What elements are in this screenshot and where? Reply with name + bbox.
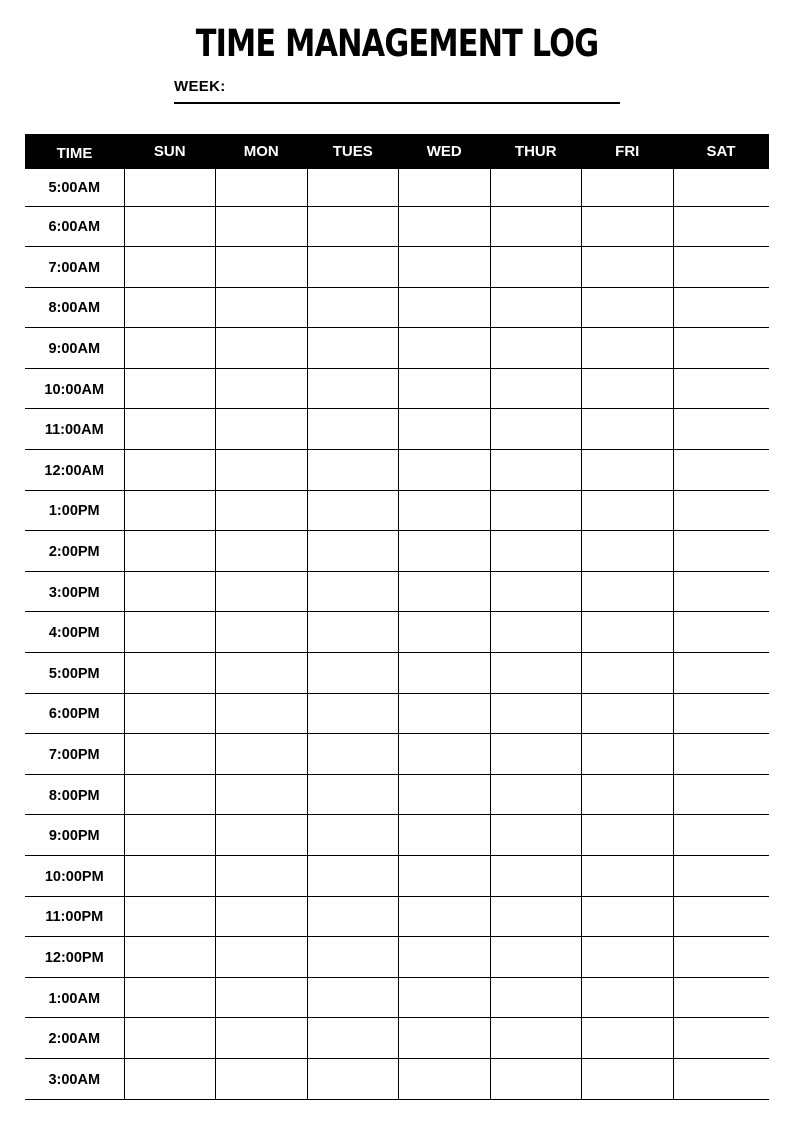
entry-cell-fri[interactable] (582, 977, 674, 1018)
entry-cell-mon[interactable] (216, 206, 308, 247)
entry-cell-sun[interactable] (124, 896, 216, 937)
entry-cell-wed[interactable] (399, 328, 491, 369)
time-slot-label: 9:00AM (25, 328, 124, 369)
entry-cell-mon[interactable] (216, 247, 308, 288)
entry-cell-mon[interactable] (216, 409, 308, 450)
entry-cell-thur[interactable] (490, 1018, 582, 1059)
entry-cell-tues[interactable] (307, 531, 399, 572)
entry-cell-sat[interactable] (673, 856, 769, 897)
table-row (25, 815, 769, 856)
page-title: TIME MANAGEMENT LOG (195, 22, 599, 65)
entry-cell-tues[interactable] (307, 612, 399, 653)
entry-cell-thur[interactable] (490, 490, 582, 531)
table-row (25, 774, 769, 815)
table-row (25, 169, 769, 206)
entry-cell-tues[interactable] (307, 490, 399, 531)
entry-cell-sun[interactable] (124, 977, 216, 1018)
week-field[interactable] (174, 76, 620, 104)
entry-cell-thur[interactable] (490, 169, 582, 206)
entry-cell-mon[interactable] (216, 856, 308, 897)
table-row (25, 206, 769, 247)
table-header (25, 134, 769, 169)
entry-cell-sat[interactable] (673, 169, 769, 206)
time-slot-label: 7:00AM (25, 247, 124, 288)
entry-cell-sun[interactable] (124, 815, 216, 856)
entry-cell-fri[interactable] (582, 287, 674, 328)
entry-cell-tues[interactable] (307, 693, 399, 734)
entry-cell-tues[interactable] (307, 896, 399, 937)
entry-cell-thur[interactable] (490, 450, 582, 491)
entry-cell-mon[interactable] (216, 1018, 308, 1059)
time-slot-label: 3:00PM (25, 571, 124, 612)
entry-cell-tues[interactable] (307, 937, 399, 978)
entry-cell-thur[interactable] (490, 409, 582, 450)
entry-cell-tues[interactable] (307, 247, 399, 288)
entry-cell-sun[interactable] (124, 328, 216, 369)
table-row (25, 571, 769, 612)
entry-cell-fri[interactable] (582, 247, 674, 288)
entry-cell-sun[interactable] (124, 653, 216, 694)
header-row (25, 134, 769, 169)
time-slot-label: 6:00AM (25, 206, 124, 247)
entry-cell-mon[interactable] (216, 896, 308, 937)
entry-cell-sat[interactable] (673, 1058, 769, 1099)
entry-cell-sun[interactable] (124, 774, 216, 815)
table-row (25, 287, 769, 328)
entry-cell-sat[interactable] (673, 896, 769, 937)
entry-cell-wed[interactable] (399, 774, 491, 815)
entry-cell-wed[interactable] (399, 653, 491, 694)
entry-cell-fri[interactable] (582, 896, 674, 937)
table-row (25, 1018, 769, 1059)
entry-cell-thur[interactable] (490, 368, 582, 409)
entry-cell-tues[interactable] (307, 1018, 399, 1059)
entry-cell-tues[interactable] (307, 815, 399, 856)
time-slot-label: 1:00AM (25, 977, 124, 1018)
entry-cell-fri[interactable] (582, 1058, 674, 1099)
entry-cell-sat[interactable] (673, 409, 769, 450)
time-slot-label: 8:00AM (25, 287, 124, 328)
table-row (25, 247, 769, 288)
entry-cell-sun[interactable] (124, 612, 216, 653)
entry-cell-sun[interactable] (124, 693, 216, 734)
entry-cell-mon[interactable] (216, 169, 308, 206)
time-slot-label: 1:00PM (25, 490, 124, 531)
entry-cell-sun[interactable] (124, 368, 216, 409)
entry-cell-fri[interactable] (582, 531, 674, 572)
entry-cell-fri[interactable] (582, 815, 674, 856)
entry-cell-tues[interactable] (307, 287, 399, 328)
entry-cell-thur[interactable] (490, 612, 582, 653)
entry-cell-sat[interactable] (673, 450, 769, 491)
entry-cell-thur[interactable] (490, 571, 582, 612)
day-header-tues: TUES (307, 134, 399, 169)
entry-cell-mon[interactable] (216, 287, 308, 328)
table-row (25, 328, 769, 369)
entry-cell-fri[interactable] (582, 490, 674, 531)
entry-cell-mon[interactable] (216, 815, 308, 856)
entry-cell-fri[interactable] (582, 169, 674, 206)
entry-cell-tues[interactable] (307, 328, 399, 369)
time-slot-label: 5:00AM (25, 169, 124, 206)
entry-cell-thur[interactable] (490, 815, 582, 856)
entry-cell-fri[interactable] (582, 612, 674, 653)
time-slot-label: 10:00AM (25, 368, 124, 409)
entry-cell-sun[interactable] (124, 1058, 216, 1099)
day-header-thur: THUR (490, 134, 582, 169)
entry-cell-mon[interactable] (216, 653, 308, 694)
day-header-sat: SAT (673, 134, 769, 169)
entry-cell-fri[interactable] (582, 734, 674, 775)
time-column-header: TIME (25, 134, 124, 169)
table-row (25, 531, 769, 572)
entry-cell-fri[interactable] (582, 571, 674, 612)
day-header-wed: WED (399, 134, 491, 169)
entry-cell-thur[interactable] (490, 531, 582, 572)
entry-cell-sun[interactable] (124, 734, 216, 775)
entry-cell-fri[interactable] (582, 937, 674, 978)
entry-cell-tues[interactable] (307, 450, 399, 491)
time-slot-label: 12:00PM (25, 937, 124, 978)
entry-cell-thur[interactable] (490, 693, 582, 734)
entry-cell-sat[interactable] (673, 206, 769, 247)
entry-cell-wed[interactable] (399, 571, 491, 612)
entry-cell-wed[interactable] (399, 206, 491, 247)
entry-cell-sat[interactable] (673, 247, 769, 288)
time-slot-label: 3:00AM (25, 1058, 124, 1099)
entry-cell-tues[interactable] (307, 206, 399, 247)
entry-cell-thur[interactable] (490, 287, 582, 328)
entry-cell-mon[interactable] (216, 937, 308, 978)
day-header-mon: MON (216, 134, 308, 169)
time-slot-label: 10:00PM (25, 856, 124, 897)
entry-cell-fri[interactable] (582, 856, 674, 897)
entry-cell-tues[interactable] (307, 653, 399, 694)
entry-cell-fri[interactable] (582, 409, 674, 450)
entry-cell-sat[interactable] (673, 531, 769, 572)
entry-cell-wed[interactable] (399, 734, 491, 775)
entry-cell-sat[interactable] (673, 612, 769, 653)
entry-cell-mon[interactable] (216, 368, 308, 409)
entry-cell-wed[interactable] (399, 531, 491, 572)
entry-cell-sat[interactable] (673, 368, 769, 409)
entry-cell-wed[interactable] (399, 169, 491, 206)
time-log-table (25, 134, 769, 1100)
table-row (25, 1058, 769, 1099)
entry-cell-thur[interactable] (490, 856, 582, 897)
entry-cell-mon[interactable] (216, 693, 308, 734)
table-row (25, 977, 769, 1018)
time-slot-label: 4:00PM (25, 612, 124, 653)
day-header-fri: FRI (582, 134, 674, 169)
entry-cell-mon[interactable] (216, 734, 308, 775)
time-slot-label: 2:00AM (25, 1018, 124, 1059)
time-slot-label: 5:00PM (25, 653, 124, 694)
entry-cell-sun[interactable] (124, 937, 216, 978)
entry-cell-fri[interactable] (582, 653, 674, 694)
time-slot-label: 11:00PM (25, 896, 124, 937)
entry-cell-wed[interactable] (399, 247, 491, 288)
day-header-sun: SUN (124, 134, 216, 169)
entry-cell-sat[interactable] (673, 977, 769, 1018)
entry-cell-thur[interactable] (490, 247, 582, 288)
entry-cell-wed[interactable] (399, 368, 491, 409)
entry-cell-thur[interactable] (490, 937, 582, 978)
entry-cell-mon[interactable] (216, 531, 308, 572)
entry-cell-mon[interactable] (216, 328, 308, 369)
table-row (25, 937, 769, 978)
entry-cell-wed[interactable] (399, 896, 491, 937)
entry-cell-sun[interactable] (124, 571, 216, 612)
entry-cell-sun[interactable] (124, 169, 216, 206)
entry-cell-sat[interactable] (673, 653, 769, 694)
entry-cell-sat[interactable] (673, 937, 769, 978)
entry-cell-wed[interactable] (399, 1058, 491, 1099)
table-row (25, 450, 769, 491)
entry-cell-wed[interactable] (399, 815, 491, 856)
entry-cell-sun[interactable] (124, 531, 216, 572)
entry-cell-sat[interactable] (673, 815, 769, 856)
entry-cell-thur[interactable] (490, 774, 582, 815)
entry-cell-tues[interactable] (307, 977, 399, 1018)
entry-cell-sun[interactable] (124, 409, 216, 450)
entry-cell-wed[interactable] (399, 490, 491, 531)
entry-cell-wed[interactable] (399, 287, 491, 328)
entry-cell-sun[interactable] (124, 490, 216, 531)
entry-cell-mon[interactable] (216, 612, 308, 653)
table-row (25, 653, 769, 694)
table-body (25, 169, 769, 1099)
entry-cell-wed[interactable] (399, 409, 491, 450)
time-slot-label: 8:00PM (25, 774, 124, 815)
table-row (25, 856, 769, 897)
entry-cell-wed[interactable] (399, 1018, 491, 1059)
table-row (25, 896, 769, 937)
entry-cell-sun[interactable] (124, 206, 216, 247)
table-row (25, 490, 769, 531)
time-slot-label: 9:00PM (25, 815, 124, 856)
entry-cell-sat[interactable] (673, 287, 769, 328)
time-slot-label: 2:00PM (25, 531, 124, 572)
time-slot-label: 6:00PM (25, 693, 124, 734)
entry-cell-sat[interactable] (673, 774, 769, 815)
entry-cell-fri[interactable] (582, 328, 674, 369)
time-slot-label: 12:00AM (25, 450, 124, 491)
entry-cell-tues[interactable] (307, 1058, 399, 1099)
entry-cell-mon[interactable] (216, 774, 308, 815)
entry-cell-wed[interactable] (399, 977, 491, 1018)
week-label: WEEK: (174, 78, 226, 95)
entry-cell-tues[interactable] (307, 368, 399, 409)
entry-cell-fri[interactable] (582, 1018, 674, 1059)
entry-cell-sun[interactable] (124, 287, 216, 328)
table-row (25, 612, 769, 653)
entry-cell-tues[interactable] (307, 169, 399, 206)
entry-cell-sat[interactable] (673, 1018, 769, 1059)
entry-cell-sat[interactable] (673, 490, 769, 531)
entry-cell-wed[interactable] (399, 450, 491, 491)
entry-cell-mon[interactable] (216, 571, 308, 612)
entry-cell-thur[interactable] (490, 977, 582, 1018)
entry-cell-thur[interactable] (490, 328, 582, 369)
table-row (25, 368, 769, 409)
entry-cell-fri[interactable] (582, 774, 674, 815)
entry-cell-sat[interactable] (673, 693, 769, 734)
entry-cell-tues[interactable] (307, 774, 399, 815)
entry-cell-tues[interactable] (307, 734, 399, 775)
entry-cell-tues[interactable] (307, 409, 399, 450)
entry-cell-sun[interactable] (124, 856, 216, 897)
entry-cell-tues[interactable] (307, 856, 399, 897)
table-row (25, 693, 769, 734)
entry-cell-sat[interactable] (673, 571, 769, 612)
table-row (25, 734, 769, 775)
entry-cell-thur[interactable] (490, 1058, 582, 1099)
entry-cell-fri[interactable] (582, 368, 674, 409)
entry-cell-fri[interactable] (582, 450, 674, 491)
table-row (25, 409, 769, 450)
entry-cell-thur[interactable] (490, 734, 582, 775)
entry-cell-sat[interactable] (673, 734, 769, 775)
entry-cell-mon[interactable] (216, 1058, 308, 1099)
entry-cell-thur[interactable] (490, 896, 582, 937)
entry-cell-wed[interactable] (399, 937, 491, 978)
entry-cell-wed[interactable] (399, 856, 491, 897)
entry-cell-fri[interactable] (582, 206, 674, 247)
entry-cell-sun[interactable] (124, 450, 216, 491)
entry-cell-fri[interactable] (582, 693, 674, 734)
entry-cell-thur[interactable] (490, 653, 582, 694)
time-slot-label: 7:00PM (25, 734, 124, 775)
entry-cell-mon[interactable] (216, 977, 308, 1018)
entry-cell-thur[interactable] (490, 206, 582, 247)
time-slot-label: 11:00AM (25, 409, 124, 450)
entry-cell-tues[interactable] (307, 571, 399, 612)
entry-cell-mon[interactable] (216, 490, 308, 531)
entry-cell-mon[interactable] (216, 450, 308, 491)
entry-cell-sun[interactable] (124, 1018, 216, 1059)
entry-cell-wed[interactable] (399, 693, 491, 734)
entry-cell-wed[interactable] (399, 612, 491, 653)
entry-cell-sun[interactable] (124, 247, 216, 288)
entry-cell-sat[interactable] (673, 328, 769, 369)
